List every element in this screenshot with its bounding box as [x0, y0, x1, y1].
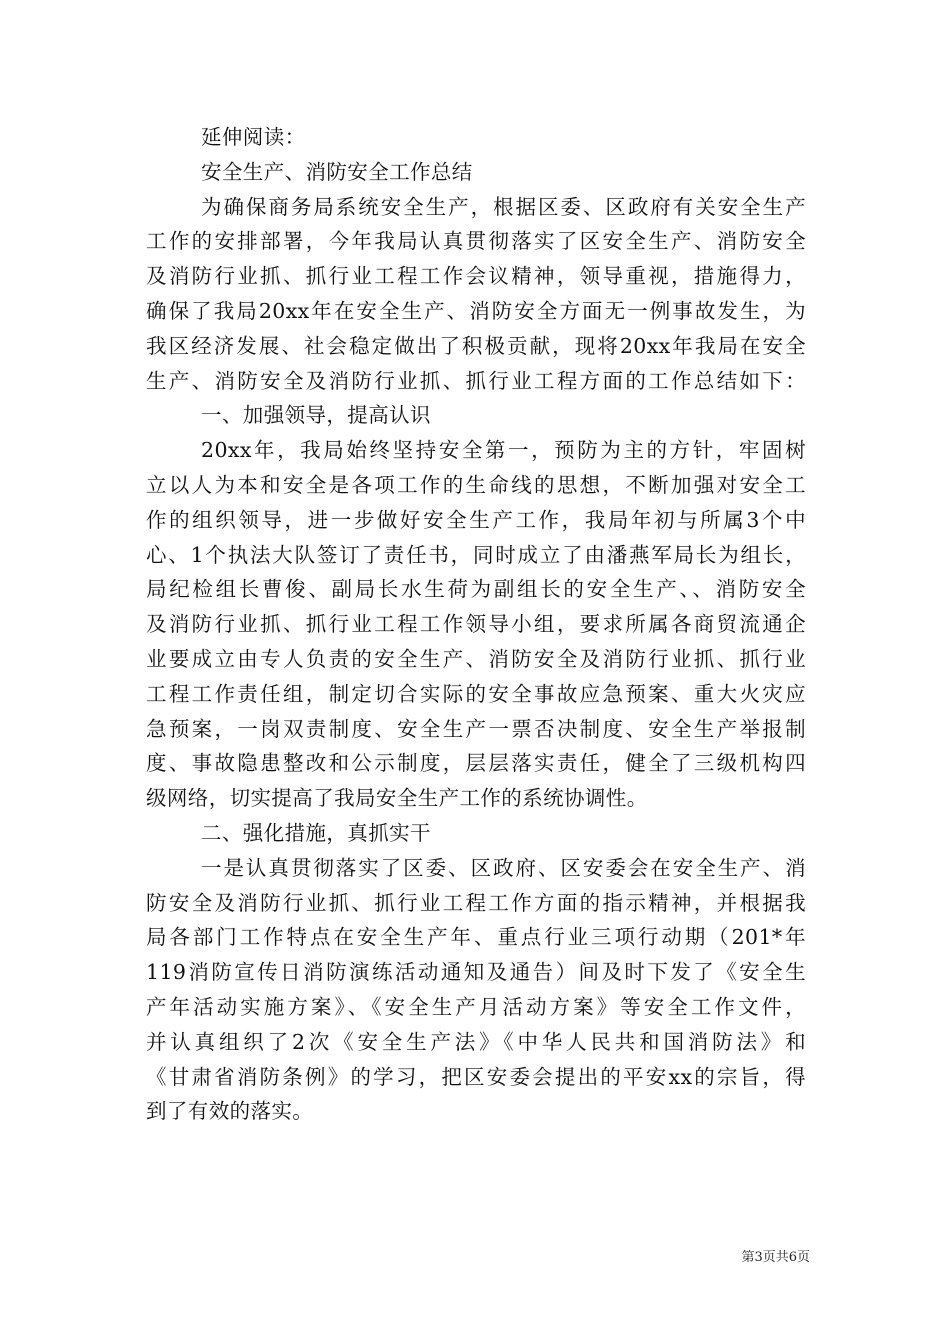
text-line: 20xx年，我局始终坚持安全第一，预防为主的方针，牢固树 [201, 438, 806, 463]
text-line: 及消防行业抓、抓行业工程工作领导小组，要求所属各商贸流通企 [146, 612, 806, 637]
text-line: 业要成立由专人负责的安全生产、消防安全及消防行业抓、抓行业 [146, 646, 806, 671]
page-number: 第3页共6页 [741, 1250, 810, 1265]
text-line: 到了有效的落实。 [146, 1099, 314, 1124]
document-body [146, 120, 806, 1129]
section-title: 安全生产、消防安全工作总结 [201, 159, 473, 184]
text-line: 产年活动实施方案》、《安全生产月活动方案》等安全工作文件， [146, 994, 806, 1019]
text-line: 工程工作责任组，制定切合实际的安全事故应急预案、重大火灾应 [146, 681, 806, 706]
text-line: 级网络，切实提高了我局安全生产工作的系统协调性。 [146, 786, 648, 811]
text-line: 为确保商务局系统安全生产，根据区委、区政府有关安全生产 [201, 194, 806, 219]
text-line: 确保了我局20xx年在安全生产、消防安全方面无一例事故发生，为 [146, 298, 806, 323]
text-line: 延伸阅读： [201, 125, 306, 149]
text-line: 防安全及消防行业抓、抓行业工程工作方面的指示精神，并根据我 [146, 890, 806, 915]
text-line: 《甘肃省消防条例》的学习，把区安委会提出的平安xx的宗旨，得 [146, 1064, 806, 1089]
text-line: 工作的安排部署，今年我局认真贯彻落实了区安全生产、消防安全 [146, 229, 806, 254]
text-line: 一是认真贯彻落实了区委、区政府、区安委会在安全生产、消 [201, 855, 806, 880]
section-heading: 一、加强领导，提高认识 [201, 403, 431, 428]
text-line: 119消防宣传日消防演练活动通知及通告）间及时下发了《安全生 [146, 960, 806, 985]
text-line: 急预案，一岗双责制度、安全生产一票否决制度、安全生产举报制 [146, 716, 806, 741]
text-line: 心、1个执法大队签订了责任书，同时成立了由潘燕军局长为组长， [146, 542, 806, 567]
text-line: 度、事故隐患整改和公示制度，层层落实责任，健全了三级机构四 [146, 751, 806, 776]
text-line: 局各部门工作特点在安全生产年、重点行业三项行动期（201*年 [146, 925, 806, 950]
text-line: 我区经济发展、社会稳定做出了积极贡献，现将20xx年我局在安全 [146, 333, 806, 358]
text-line: 生产、消防安全及消防行业抓、抓行业工程方面的工作总结如下： [146, 368, 806, 393]
text-line: 作的组织领导，进一步做好安全生产工作，我局年初与所属3个中 [146, 507, 806, 532]
section-heading: 二、强化措施，真抓实干 [201, 820, 431, 845]
text-line: 及消防行业抓、抓行业工程工作会议精神，领导重视，措施得力， [146, 264, 806, 289]
text-line: 局纪检组长曹俊、副局长水生荷为副组长的安全生产、、消防安全 [146, 577, 806, 602]
text-line: 并认真组织了2次《安全生产法》《中华人民共和国消防法》和 [146, 1029, 806, 1054]
text-line: 立以人为本和安全是各项工作的生命线的思想，不断加强对安全工 [146, 472, 806, 497]
